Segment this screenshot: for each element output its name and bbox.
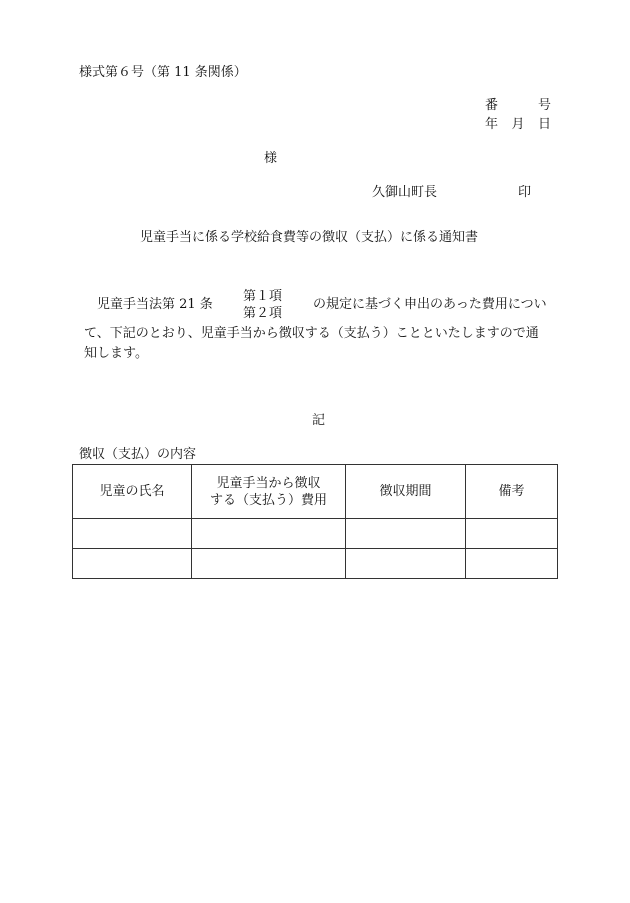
body-tail-text: の規定に基づく申出のあった費用につい (313, 297, 547, 312)
table-caption: 徴収（支払）の内容 (79, 447, 197, 462)
body-clause-1: 第１項 (243, 289, 283, 304)
table-header-row (73, 465, 558, 519)
body-line-2: て、下記のとおり、児童手当から徴収する（支払う）ことといたしますので通 (84, 326, 539, 341)
body-line-3: 知します。 (84, 346, 148, 361)
cell-fee (192, 519, 346, 549)
date-day-label: 日 (537, 117, 551, 132)
addressee-suffix: 様 (264, 151, 278, 166)
cell-period (346, 519, 466, 549)
record-heading: 記 (312, 413, 326, 428)
cell-child-name (73, 519, 192, 549)
header-remarks: 備考 (466, 465, 558, 519)
collection-content-table (72, 464, 558, 579)
cell-child-name (73, 549, 192, 579)
cell-remarks (466, 549, 558, 579)
body-lead-text: 児童手当法第 21 条 (97, 297, 213, 312)
table-row (73, 549, 558, 579)
date-field (485, 118, 551, 131)
document-title: 児童手当に係る学校給食費等の徴収（支払）に係る通知書 (140, 230, 479, 245)
form-number-label: 様式第６号（第 11 条関係） (79, 65, 247, 80)
number-label-go: 号 (537, 98, 551, 113)
table-row (73, 519, 558, 549)
number-label-ban: 番 (485, 98, 499, 113)
header-fee-line-1: 児童手当から徴収 (216, 475, 321, 491)
cell-period (346, 549, 466, 579)
date-month-label: 月 (511, 117, 525, 132)
cell-fee (192, 549, 346, 579)
header-child-name: 児童の氏名 (73, 465, 192, 519)
document-number-field (485, 99, 551, 112)
sender-name: 久御山町長 (372, 185, 438, 200)
date-year-label: 年 (485, 117, 499, 132)
seal-mark: 印 (518, 185, 532, 200)
header-fee (192, 465, 346, 519)
header-fee-line-2: する（支払う）費用 (209, 492, 327, 508)
body-clause-2: 第２項 (243, 306, 283, 321)
cell-remarks (466, 519, 558, 549)
header-period: 徴収期間 (346, 465, 466, 519)
